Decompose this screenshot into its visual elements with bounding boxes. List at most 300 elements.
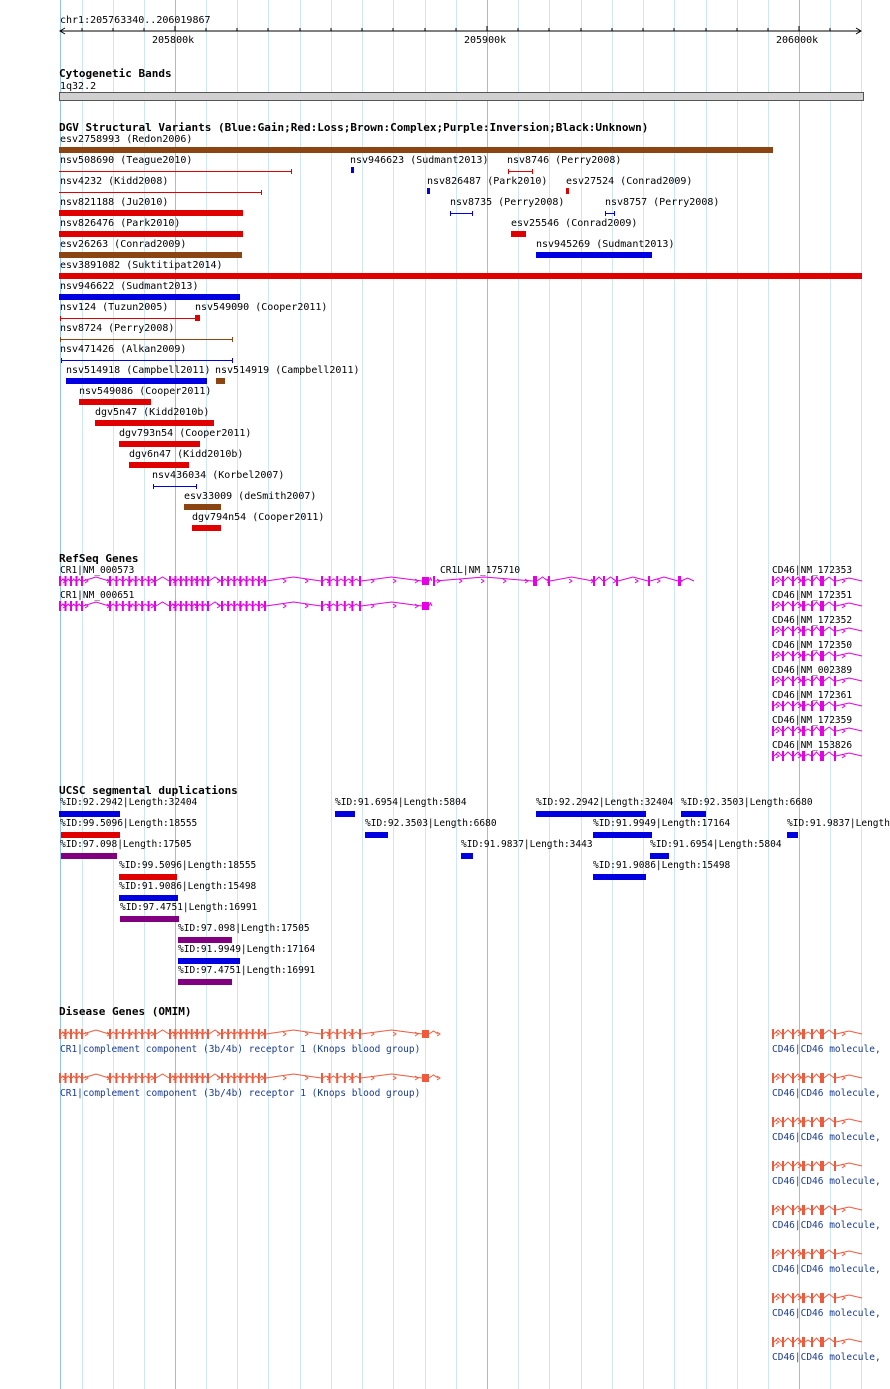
dgv-variant-bar[interactable] — [184, 504, 221, 510]
exon-block — [834, 576, 836, 586]
dgv-feature-label: nsv514919 (Campbell2011) — [215, 365, 360, 376]
grid-line — [674, 0, 675, 1389]
segdup-label: %ID:92.2942|Length:32404 — [536, 797, 674, 808]
strand-arrow — [415, 1032, 418, 1036]
intron-line — [805, 1032, 811, 1034]
intron-line — [187, 579, 190, 581]
exon-block — [246, 576, 248, 586]
segdup-bar[interactable] — [61, 853, 117, 859]
exon-block — [59, 576, 61, 586]
strand-arrow — [776, 679, 779, 683]
exon-block — [802, 626, 805, 636]
strand-arrow — [305, 1076, 308, 1080]
intron-line — [78, 579, 82, 581]
dgv-variant-end — [472, 211, 473, 216]
omim-gene-label[interactable]: CD46|CD46 molecule, — [772, 1352, 881, 1363]
dgv-feature-label: nsv8724 (Perry2008) — [60, 323, 175, 334]
omim-gene-label[interactable]: CD46|CD46 molecule, — [772, 1220, 881, 1231]
dgv-variant-bar[interactable] — [66, 378, 207, 384]
gene-label: CD46|NM_172353 — [772, 565, 853, 576]
dgv-variant-bar[interactable] — [427, 188, 430, 194]
exon-block — [811, 626, 813, 636]
intron-line — [124, 604, 128, 606]
omim-gene-cd46[interactable] — [772, 1027, 874, 1041]
segdup-bar[interactable] — [178, 979, 232, 985]
intron-line — [229, 1032, 233, 1034]
strand-arrow — [261, 604, 264, 608]
dgv-variant-bar[interactable] — [95, 420, 214, 426]
exon-block — [258, 1029, 260, 1039]
dgv-variant-bar[interactable] — [511, 231, 526, 237]
dgv-variant-line[interactable] — [61, 360, 233, 361]
intron-line — [156, 1074, 169, 1078]
intron-line — [824, 1074, 834, 1078]
exon-block — [834, 1337, 836, 1347]
segdup-bar[interactable] — [365, 832, 388, 838]
dgv-variant-bar[interactable] — [59, 147, 773, 153]
segdup-bar[interactable] — [59, 811, 120, 817]
segdup-bar[interactable] — [787, 832, 798, 838]
intron-line — [182, 1076, 185, 1078]
dgv-variant-end — [60, 316, 61, 321]
exon-block — [141, 601, 143, 611]
exon-block — [202, 576, 204, 586]
exon-block — [772, 1029, 774, 1039]
strand-arrow — [635, 579, 638, 583]
dgv-variant-end — [605, 211, 606, 216]
segdup-bar[interactable] — [178, 958, 240, 964]
dgv-variant-bar[interactable] — [195, 315, 200, 321]
dgv-variant-line[interactable] — [59, 171, 292, 172]
exon-block — [772, 601, 774, 611]
strand-arrow — [842, 1076, 845, 1080]
intron-line — [824, 1338, 834, 1342]
intron-line — [537, 577, 548, 581]
segdup-bar[interactable] — [178, 937, 232, 943]
cytoband-track-title[interactable]: Cytogenetic Bands — [59, 67, 172, 80]
dgv-variant-line[interactable] — [60, 339, 233, 340]
intron-line — [824, 752, 834, 756]
dgv-variant-bar[interactable] — [536, 252, 652, 258]
strand-arrow — [283, 604, 286, 608]
omim-gene-label[interactable]: CD46|CD46 molecule, — [772, 1088, 881, 1099]
exon-block — [802, 676, 805, 686]
intron-line — [156, 577, 169, 581]
strand-arrow — [305, 579, 308, 583]
intron-line — [824, 1206, 834, 1210]
grid-line — [237, 0, 238, 1389]
exon-block — [191, 1029, 193, 1039]
dgv-feature-label: nsv8735 (Perry2008) — [450, 197, 565, 208]
strand-arrow — [776, 1340, 779, 1344]
exon-block — [252, 576, 254, 586]
intron-line — [117, 1076, 121, 1078]
omim-gene-cd46[interactable] — [772, 1335, 874, 1349]
omim-gene-label[interactable]: CR1|complement component (3b/4b) receptor 1 (Knops blood group) — [60, 1088, 421, 1099]
grid-line — [706, 0, 707, 1389]
dgv-variant-bar[interactable] — [216, 378, 225, 384]
exon-block — [811, 1029, 813, 1039]
segdup-bar[interactable] — [461, 853, 473, 859]
dgv-variant-end — [61, 358, 62, 363]
intron-line — [429, 603, 432, 606]
exon-block — [792, 1029, 794, 1039]
grid-line — [331, 0, 332, 1389]
omim-gene-cd46[interactable] — [772, 1203, 874, 1217]
dgv-variant-bar[interactable] — [79, 399, 151, 405]
grid-line — [768, 0, 769, 1389]
exon-block — [227, 601, 229, 611]
exon-block — [252, 601, 254, 611]
exon-block — [792, 701, 794, 711]
dgv-variant-line[interactable] — [508, 171, 533, 172]
grid-line — [206, 0, 207, 1389]
dgv-feature-label: esv27524 (Conrad2009) — [566, 176, 693, 187]
exon-block — [115, 1029, 117, 1039]
exon-block — [221, 1073, 223, 1083]
segdup-bar[interactable] — [650, 853, 669, 859]
exon-block — [70, 1073, 72, 1083]
intron-line — [229, 1076, 233, 1078]
dgv-feature-label: esv2758993 (Redon2006) — [60, 134, 193, 145]
exon-block — [81, 1073, 83, 1083]
exon-block — [648, 576, 650, 586]
exon-block — [321, 1029, 323, 1039]
tick-label: 205900k — [464, 35, 507, 46]
exon-block — [792, 1117, 794, 1127]
intron-line — [836, 578, 862, 581]
exon-block — [834, 1249, 836, 1259]
segdup-track-title[interactable]: UCSC segmental duplications — [59, 784, 238, 797]
dgv-feature-label: dgv5n47 (Kidd2010b) — [95, 407, 210, 418]
dgv-variant-end — [291, 169, 292, 174]
segdup-bar[interactable] — [536, 811, 646, 817]
intron-line — [143, 1076, 147, 1078]
exon-block — [59, 601, 61, 611]
grid-line — [362, 0, 363, 1389]
segdup-label: %ID:92.3503|Length:6680 — [365, 818, 497, 829]
refseq-track-title[interactable]: RefSeq Genes — [59, 552, 139, 565]
exon-block — [81, 1029, 83, 1039]
strand-arrow — [776, 1296, 779, 1300]
omim-gene-cd46[interactable] — [772, 1115, 874, 1129]
tick-label: 205800k — [152, 35, 195, 46]
omim-gene-label[interactable]: CD46|CD46 molecule, — [772, 1264, 881, 1275]
strand-arrow — [151, 579, 154, 583]
intron-line — [836, 1207, 862, 1210]
exon-block — [782, 626, 784, 636]
tick-label: 206000k — [776, 35, 819, 46]
intron-line — [805, 1120, 811, 1122]
intron-line — [204, 579, 207, 581]
exon-block — [227, 1029, 229, 1039]
gene-cd46[interactable] — [772, 624, 874, 638]
intron-line — [784, 627, 792, 631]
segdup-bar[interactable] — [120, 916, 179, 922]
dgv-variant-end — [232, 337, 233, 342]
intron-line — [338, 1032, 344, 1034]
intron-line — [824, 602, 834, 606]
exon-block — [792, 601, 794, 611]
grid-line — [175, 0, 176, 1389]
intron-line — [338, 579, 344, 581]
dgv-variant-bar[interactable] — [59, 252, 242, 258]
exon-block — [115, 1073, 117, 1083]
intron-line — [805, 1252, 811, 1254]
segdup-bar[interactable] — [119, 874, 177, 880]
gene-cd46[interactable] — [772, 749, 874, 763]
strand-arrow — [776, 1164, 779, 1168]
strand-arrow — [305, 604, 308, 608]
strand-arrow — [842, 629, 845, 633]
dgv-variant-bar[interactable] — [59, 231, 243, 237]
strand-arrow — [503, 579, 506, 583]
intron-line — [836, 1031, 862, 1034]
gene-cd46[interactable] — [772, 724, 874, 738]
dgv-variant-line[interactable] — [59, 192, 262, 193]
segdup-bar[interactable] — [593, 874, 646, 880]
exon-block — [782, 1205, 784, 1215]
intron-line — [353, 1076, 359, 1078]
dgv-variant-line[interactable] — [153, 486, 197, 487]
exon-block — [772, 726, 774, 736]
dgv-variant-bar[interactable] — [119, 441, 200, 447]
dgv-track-title[interactable]: DGV Structural Variants (Blue:Gain;Red:Loss;Brown:Complex;Purple:Inversion;Black:Unknown) — [59, 121, 649, 134]
strand-arrow — [842, 1120, 845, 1124]
exon-block — [233, 601, 235, 611]
exon-block — [834, 1073, 836, 1083]
strand-arrow — [283, 1032, 286, 1036]
intron-line — [805, 604, 811, 606]
exon-block — [202, 1073, 204, 1083]
segdup-bar[interactable] — [681, 811, 706, 817]
strand-arrow — [776, 1076, 779, 1080]
dgv-variant-bar[interactable] — [59, 210, 243, 216]
exon-block — [128, 601, 130, 611]
omim-gene-label[interactable]: CR1|complement component (3b/4b) receptor 1 (Knops blood group) — [60, 1044, 421, 1055]
exon-block — [344, 1029, 346, 1039]
intron-line — [805, 1076, 811, 1078]
omim-gene-label[interactable]: CD46|CD46 molecule, — [772, 1044, 881, 1055]
intron-line — [156, 602, 169, 606]
intron-line — [338, 604, 344, 606]
exon-block — [76, 1073, 78, 1083]
segdup-label: %ID:91.9949|Length:17164 — [178, 944, 316, 955]
exon-block — [792, 651, 794, 661]
exon-block — [258, 1073, 260, 1083]
intron-line — [204, 604, 207, 606]
exon-block — [122, 576, 124, 586]
exon-block — [81, 601, 83, 611]
intron-line — [836, 678, 862, 681]
intron-line — [813, 727, 820, 731]
exon-block — [202, 601, 204, 611]
exon-block — [792, 1205, 794, 1215]
exon-block — [76, 1029, 78, 1039]
exon-block — [169, 1073, 171, 1083]
dgv-variant-bar[interactable] — [192, 525, 221, 531]
dgv-variant-end — [450, 211, 451, 216]
exon-block — [772, 676, 774, 686]
exon-block — [772, 701, 774, 711]
intron-line — [836, 1119, 862, 1122]
gene-label: CD46|NM_153826 — [772, 740, 853, 751]
exon-block — [802, 576, 805, 586]
gene-cd46[interactable] — [772, 674, 874, 688]
exon-block — [185, 1073, 187, 1083]
exon-block — [678, 576, 681, 586]
exon-block — [359, 576, 361, 586]
dgv-feature-label: nsv8757 (Perry2008) — [605, 197, 720, 208]
intron-line — [824, 577, 834, 581]
intron-line — [805, 704, 811, 706]
segdup-label: %ID:91.9949|Length:17164 — [593, 818, 731, 829]
dgv-variant-line[interactable] — [450, 213, 473, 214]
strand-arrow — [393, 604, 396, 608]
exon-block — [811, 701, 813, 711]
dgv-variant-bar[interactable] — [351, 167, 354, 173]
gene-cr1l[interactable] — [433, 574, 706, 588]
exon-block — [792, 726, 794, 736]
intron-line — [331, 1032, 337, 1034]
exon-block — [135, 1073, 137, 1083]
gene-cd46[interactable] — [772, 599, 874, 613]
grid-line — [300, 0, 301, 1389]
exon-block — [811, 1073, 813, 1083]
gene-label: CD46|NM_172350 — [772, 640, 853, 651]
segdup-label: %ID:97.098|Length:17505 — [60, 839, 192, 850]
intron-line — [836, 1163, 862, 1166]
exon-block — [533, 576, 537, 586]
intron-line — [836, 1251, 862, 1254]
omim-gene-cd46[interactable] — [772, 1159, 874, 1173]
intron-line — [824, 652, 834, 656]
dgv-variant-bar[interactable] — [129, 462, 189, 468]
exon-block — [772, 751, 774, 761]
exon-block — [422, 577, 429, 585]
gene-cr1-nm000651[interactable] — [59, 599, 444, 613]
exon-block — [148, 1073, 150, 1083]
intron-line — [805, 1208, 811, 1210]
exon-block — [207, 576, 209, 586]
exon-block — [834, 1293, 836, 1303]
exon-block — [148, 576, 150, 586]
exon-block — [802, 726, 805, 736]
intron-line — [248, 579, 252, 581]
dgv-feature-label: nsv514918 (Campbell2011) — [66, 365, 211, 376]
intron-line — [813, 1338, 820, 1342]
ideogram-band[interactable] — [59, 92, 864, 101]
omim-gene-label[interactable]: CD46|CD46 molecule, — [772, 1132, 881, 1143]
omim-track-title[interactable]: Disease Genes (OMIM) — [59, 1005, 192, 1018]
intron-line — [784, 602, 792, 606]
grid-line — [113, 0, 114, 1389]
exon-block — [802, 1249, 805, 1259]
grid-line — [518, 0, 519, 1389]
strand-arrow — [776, 729, 779, 733]
exon-block — [76, 601, 78, 611]
exon-block — [782, 1117, 784, 1127]
exon-block — [233, 1029, 235, 1039]
exon-block — [782, 1029, 784, 1039]
exon-block — [207, 601, 209, 611]
segdup-bar[interactable] — [593, 832, 652, 838]
gene-cd46[interactable] — [772, 699, 874, 713]
exon-block — [782, 1161, 784, 1171]
omim-gene-cr1[interactable] — [59, 1027, 450, 1041]
segdup-label: %ID:92.3503|Length:6680 — [681, 797, 813, 808]
grid-line — [612, 0, 613, 1389]
exon-block — [148, 601, 150, 611]
intron-line — [784, 1338, 792, 1342]
dgv-variant-line[interactable] — [60, 318, 200, 319]
strand-arrow — [842, 654, 845, 658]
intron-line — [229, 604, 233, 606]
exon-block — [792, 676, 794, 686]
exon-block — [258, 601, 260, 611]
omim-gene-cd46[interactable] — [772, 1247, 874, 1261]
exon-block — [772, 651, 774, 661]
omim-gene-label[interactable]: CD46|CD46 molecule, — [772, 1308, 881, 1319]
exon-block — [811, 1293, 813, 1303]
intron-line — [176, 579, 179, 581]
intron-line — [198, 604, 201, 606]
exon-block — [433, 576, 435, 586]
intron-line — [78, 1076, 82, 1078]
exon-block — [834, 1205, 836, 1215]
gene-label: CD46|NM_172351 — [772, 590, 853, 601]
omim-gene-cd46[interactable] — [772, 1291, 874, 1305]
gene-cd46[interactable] — [772, 574, 874, 588]
omim-gene-cd46[interactable] — [772, 1071, 874, 1085]
segdup-bar[interactable] — [335, 811, 355, 817]
gene-label: CR1|NM_000651 — [60, 590, 135, 601]
dgv-variant-bar[interactable] — [59, 294, 240, 300]
strand-arrow — [776, 579, 779, 583]
exon-block — [207, 1029, 209, 1039]
gene-cd46[interactable] — [772, 649, 874, 663]
dgv-variant-end — [532, 169, 533, 174]
dgv-variant-bar[interactable] — [566, 188, 569, 194]
exon-block — [122, 1029, 124, 1039]
dgv-variant-end — [60, 337, 61, 342]
dgv-variant-bar[interactable] — [59, 273, 862, 279]
gene-cr1-nm000573[interactable] — [59, 574, 444, 588]
strand-arrow — [657, 579, 660, 583]
exon-block — [128, 576, 130, 586]
dgv-variant-end — [232, 358, 233, 363]
exon-block — [233, 1073, 235, 1083]
grid-line — [737, 0, 738, 1389]
omim-gene-cr1[interactable] — [59, 1071, 450, 1085]
intron-line — [805, 679, 811, 681]
dgv-feature-label: nsv124 (Tuzun2005) — [60, 302, 169, 313]
dgv-feature-label: esv3891082 (Suktitipat2014) — [60, 260, 223, 271]
exon-block — [81, 576, 83, 586]
intron-line — [681, 578, 694, 581]
segdup-bar[interactable] — [61, 832, 120, 838]
intron-line — [784, 1206, 792, 1210]
strand-arrow — [393, 1032, 396, 1036]
strand-arrow — [842, 729, 845, 733]
dgv-variant-end — [153, 484, 154, 489]
omim-gene-label[interactable]: CD46|CD46 molecule, — [772, 1176, 881, 1187]
intron-line — [198, 1032, 201, 1034]
segdup-bar[interactable] — [119, 895, 178, 901]
intron-line — [176, 1032, 179, 1034]
strand-arrow — [842, 1340, 845, 1344]
exon-block — [422, 1030, 429, 1038]
